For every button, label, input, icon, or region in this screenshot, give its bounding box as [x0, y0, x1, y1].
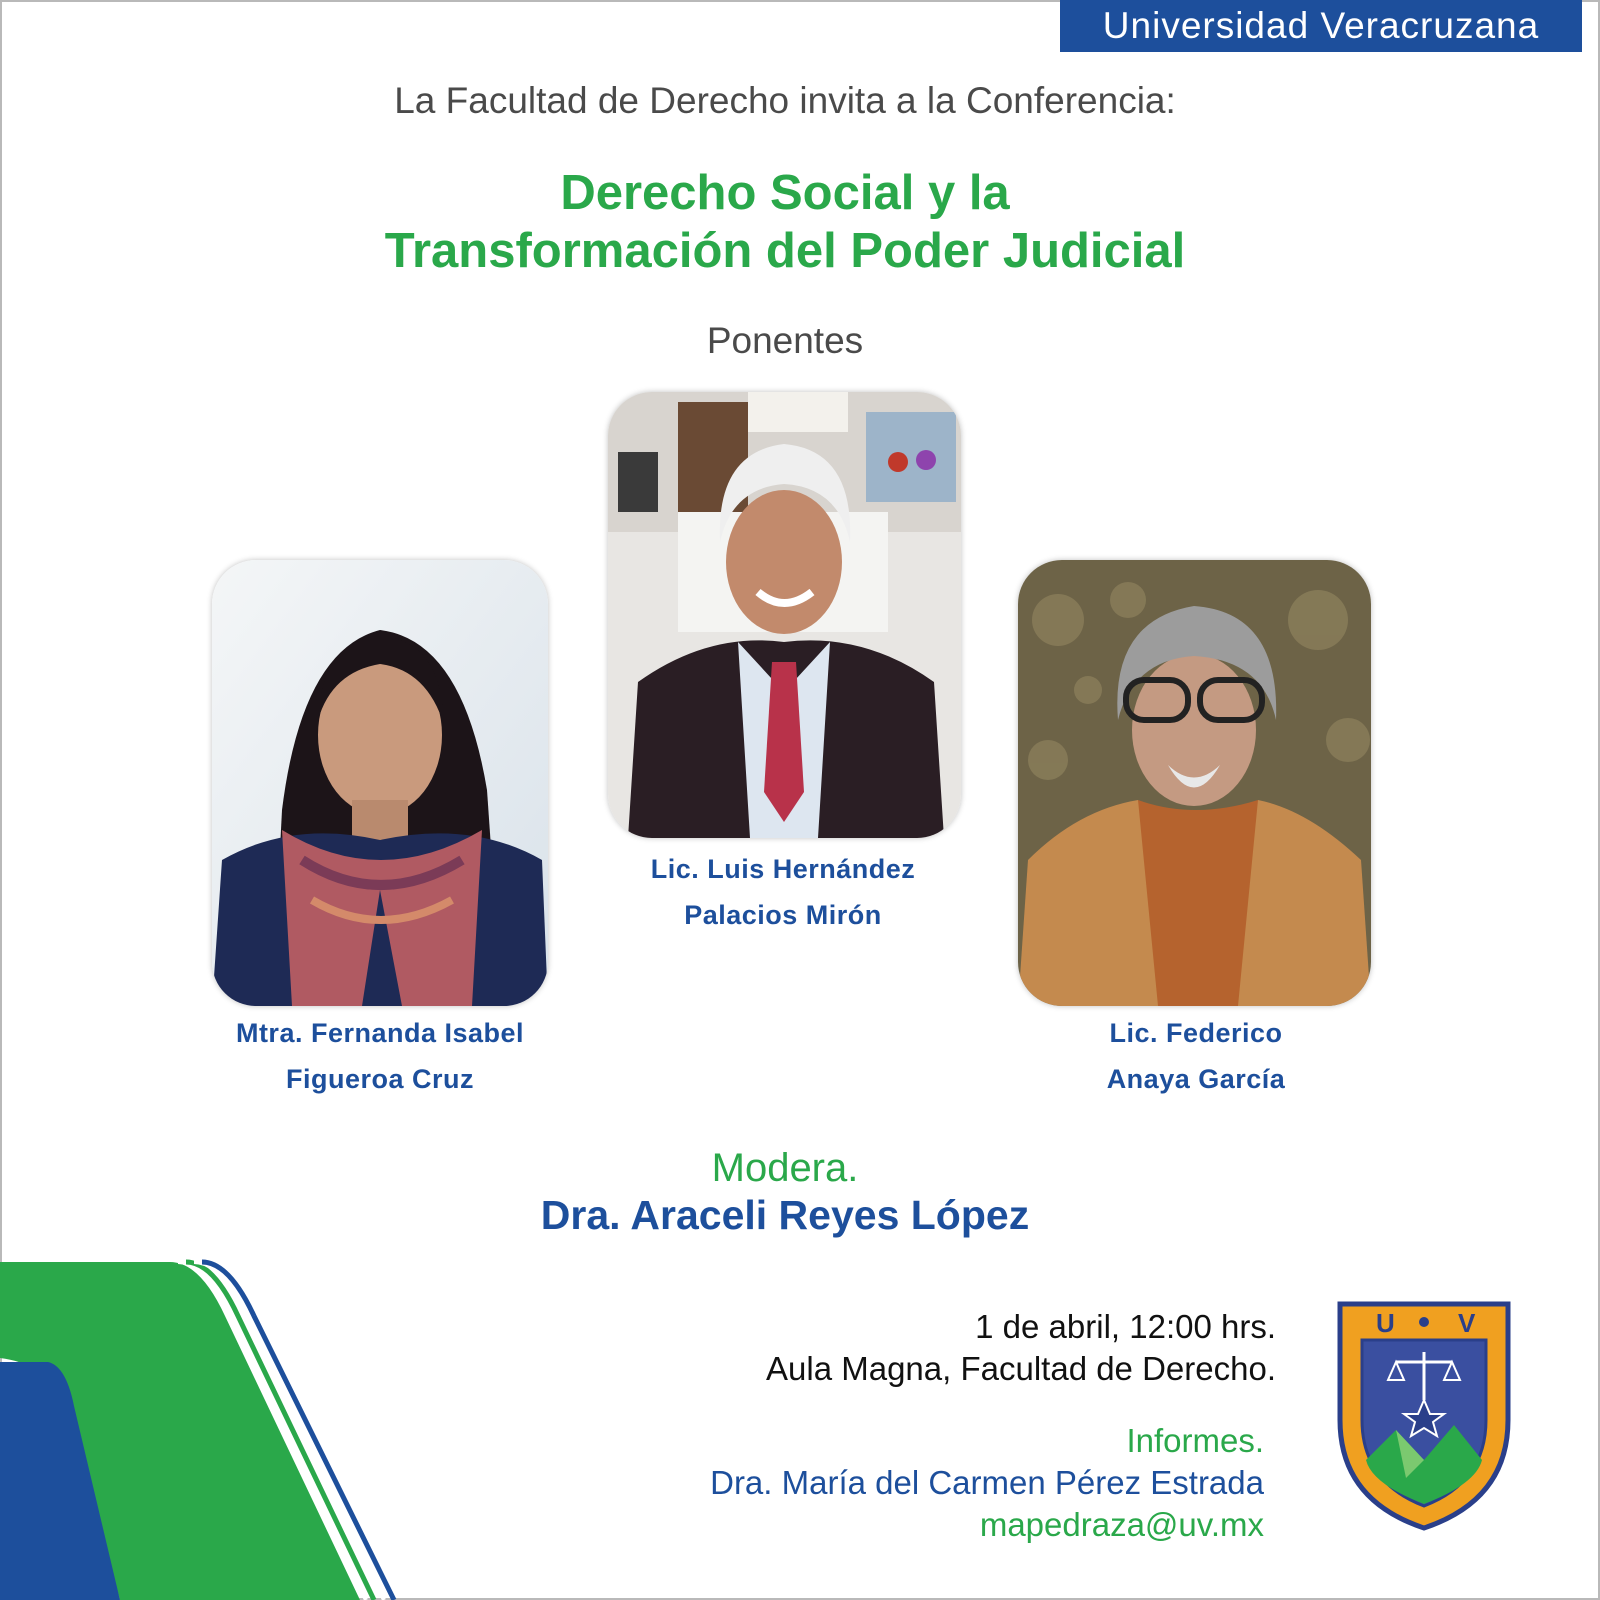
speaker-name-center-line1: Lic. Luis Hernández — [650, 854, 916, 884]
event-datetime: 1 de abril, 12:00 hrs. — [975, 1308, 1276, 1345]
title-line-2: Transformación del Poder Judicial — [384, 224, 1186, 278]
decorative-swoosh — [0, 1256, 420, 1600]
event-place: Aula Magna, Facultad de Derecho. — [766, 1350, 1276, 1387]
contact-info — [710, 1420, 1264, 1546]
university-banner: Universidad Veracruzana — [1060, 0, 1582, 52]
crest-letter-u: U — [1376, 1308, 1395, 1338]
speaker-name-left-line2: Figueroa Cruz — [285, 1064, 474, 1094]
conference-title — [0, 164, 1570, 280]
contact-email[interactable]: mapedraza@uv.mx — [979, 1506, 1264, 1543]
contact-name: Dra. María del Carmen Pérez Estrada — [710, 1464, 1264, 1501]
speaker-name-right-line2: Anaya García — [1106, 1064, 1286, 1094]
speaker-photo-right — [1018, 560, 1371, 1006]
speakers-heading: Ponentes — [706, 320, 864, 361]
speaker-name-center-line2: Palacios Mirón — [684, 900, 882, 930]
speaker-name-right-line1: Lic. Federico — [1109, 1018, 1283, 1048]
crest-letter-v: V — [1458, 1308, 1476, 1338]
moderator-label: Modera. — [711, 1146, 859, 1190]
contact-label: Informes. — [1126, 1422, 1264, 1459]
faculty-crest-logo — [1336, 1300, 1512, 1532]
speaker-name-left-line1: Mtra. Fernanda Isabel — [235, 1018, 525, 1048]
speaker-name-right — [996, 1010, 1396, 1102]
speaker-photo-center — [608, 392, 961, 838]
event-details — [766, 1306, 1276, 1390]
speaker-name-left — [180, 1010, 580, 1102]
invitation-line: La Facultad de Derecho invita a la Conferencia: — [394, 80, 1176, 121]
title-line-1: Derecho Social y la — [560, 166, 1010, 220]
speaker-name-center — [583, 846, 983, 938]
moderator-name: Dra. Araceli Reyes López — [540, 1192, 1030, 1238]
speaker-photo-left — [212, 560, 548, 1006]
